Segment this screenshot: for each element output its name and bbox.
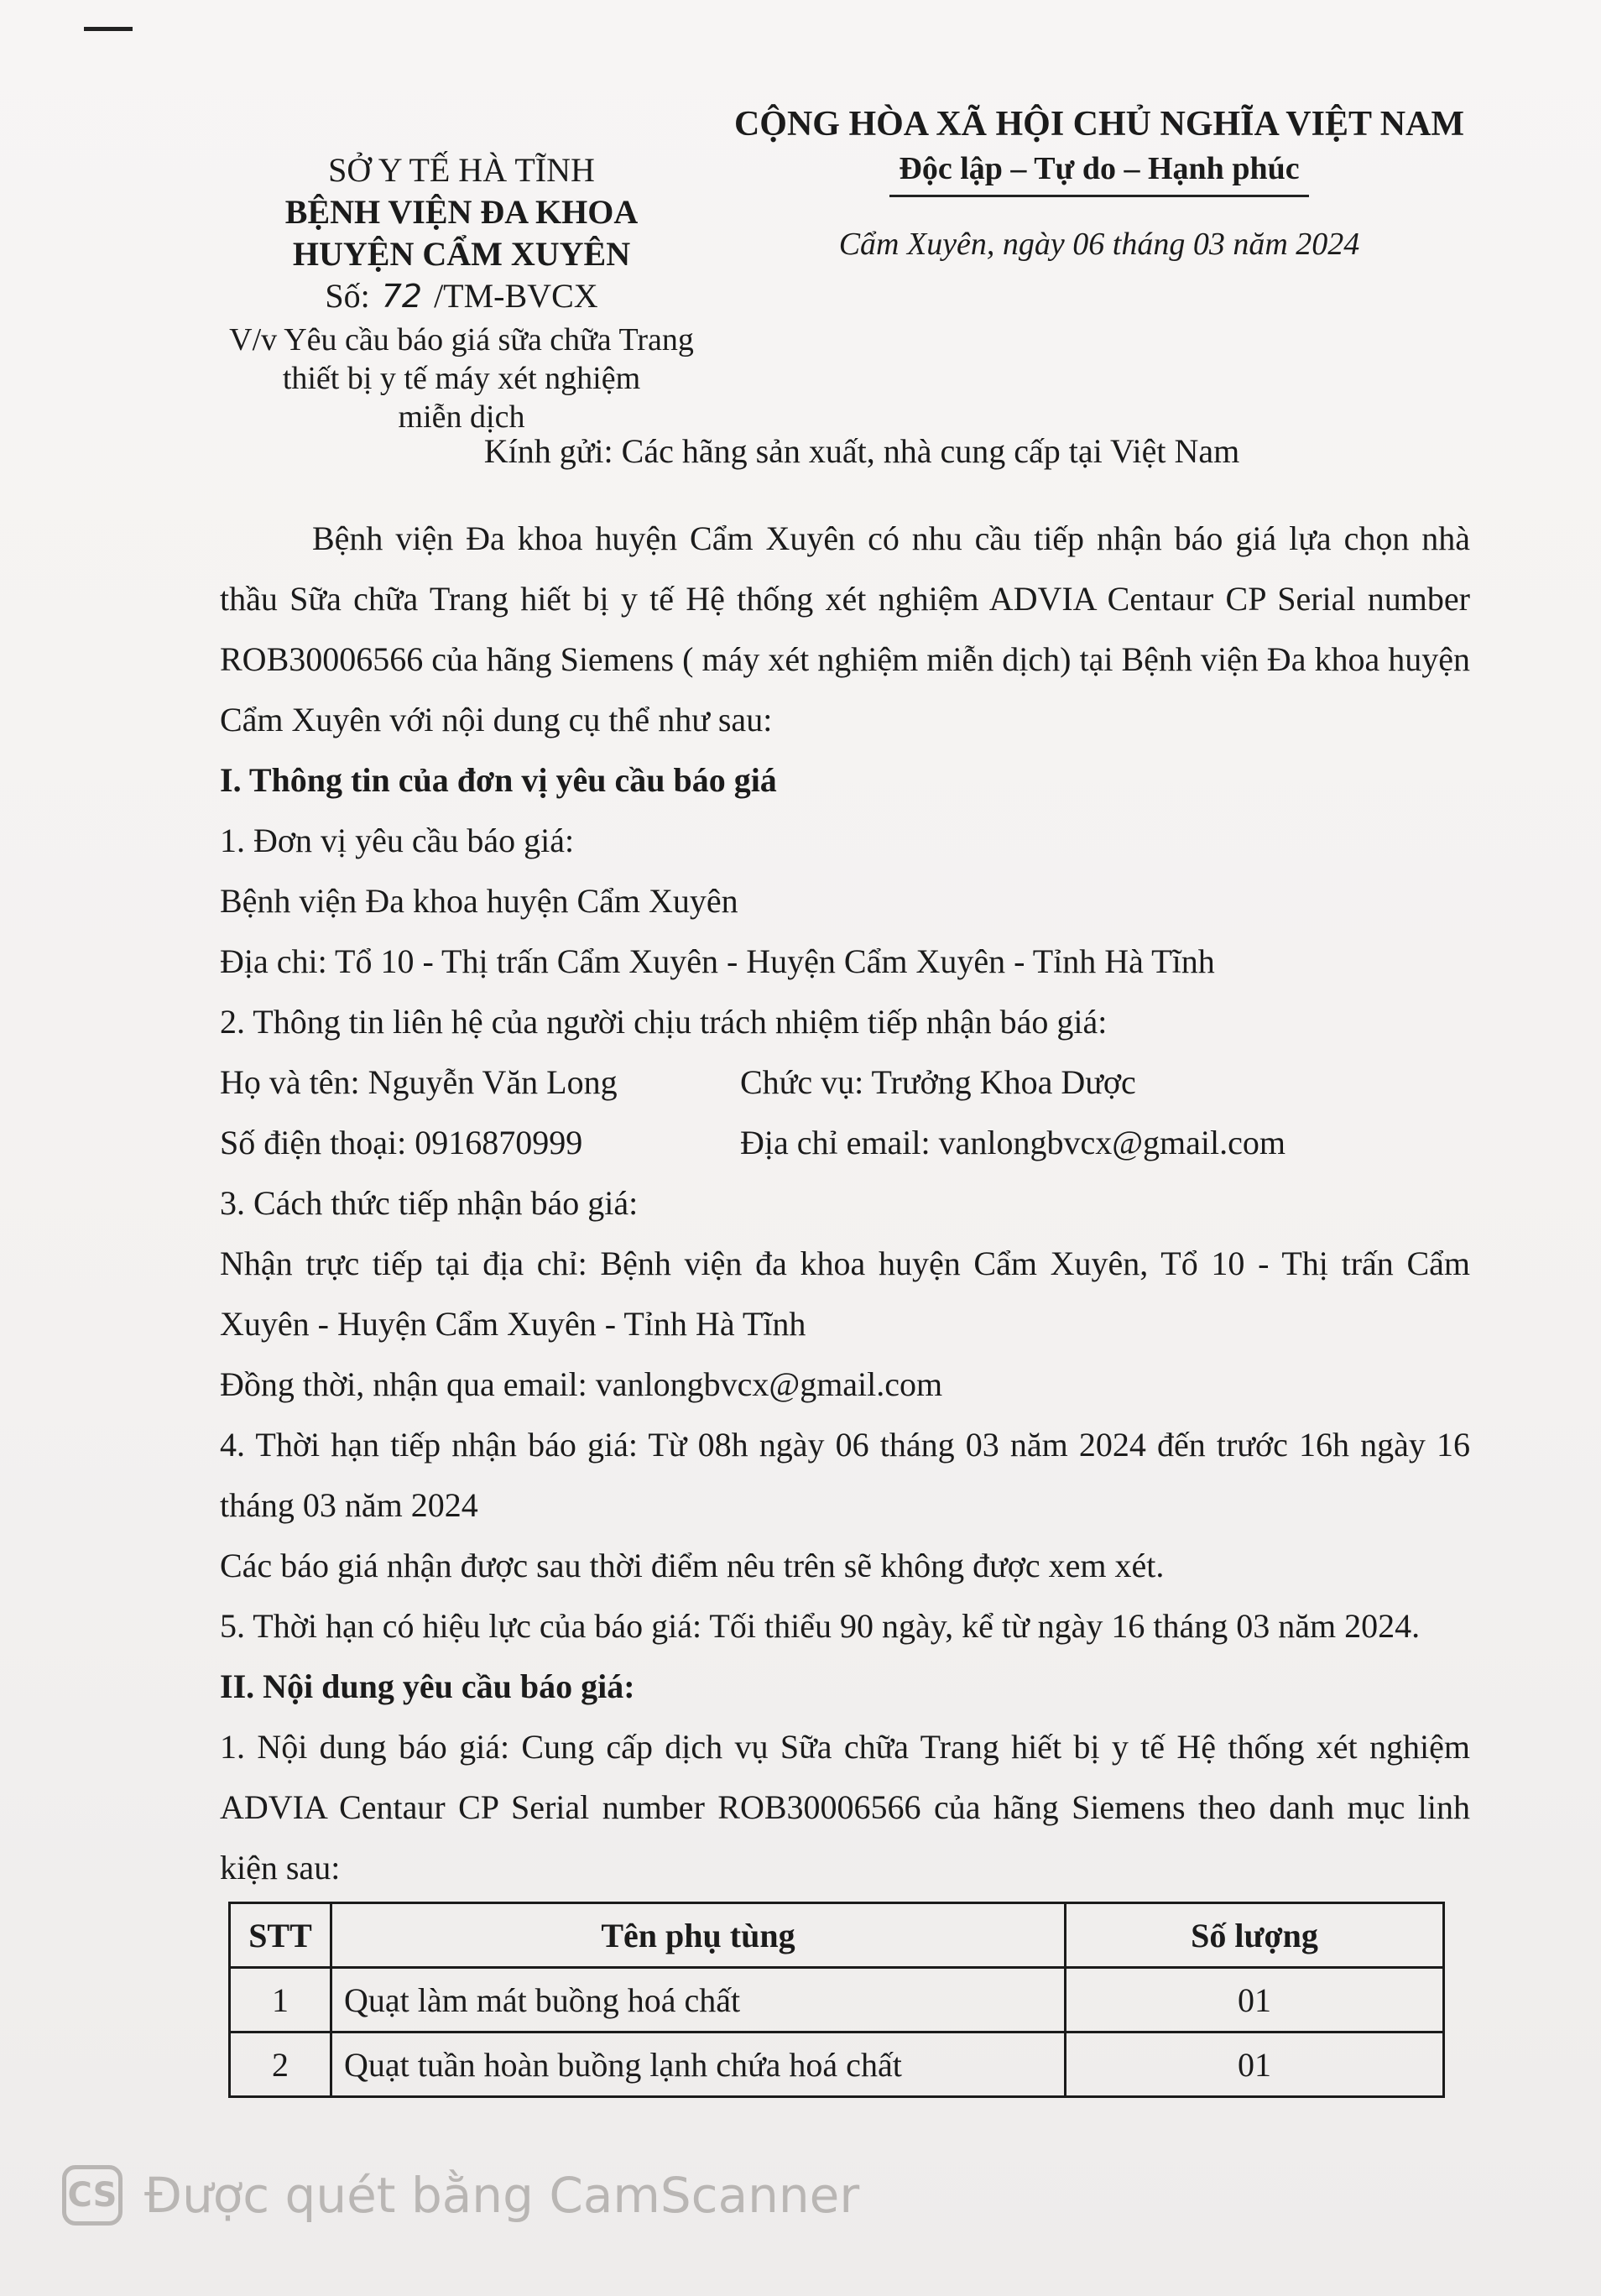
- document-number: [210, 275, 713, 317]
- contact-phone-row: [220, 1113, 1470, 1173]
- item-1-3: 3. Cách thức tiếp nhận báo giá:: [220, 1184, 639, 1222]
- receive-direct: Nhận trực tiếp tại địa chỉ: Bệnh viện đa khoa huyện Cẩm Xuyên, Tổ 10 - Thị trấn Cẩm Xuyên - Huyện Cẩm Xuyên - Tỉnh Hà Tĩnh: [220, 1245, 1470, 1343]
- camscanner-watermark: [62, 2165, 859, 2226]
- scan-edge-mark: [84, 27, 133, 31]
- document-body: [220, 428, 1470, 2098]
- district-name: HUYỆN CẨM XUYÊN: [292, 235, 631, 273]
- header-stt: STT: [230, 1903, 331, 1968]
- national-header: [722, 101, 1477, 263]
- camscanner-logo-icon: CS: [62, 2165, 123, 2226]
- receive-email: Đồng thời, nhận qua email: vanlongbvcx@gmail.com: [220, 1365, 943, 1403]
- hospital-name: BỆNH VIỆN ĐA KHOA: [284, 193, 639, 231]
- contact-name-row: [220, 1052, 1470, 1113]
- item-1-4: 4. Thời hạn tiếp nhận báo giá: Từ 08h ngày 06 tháng 03 năm 2024 đến trước 16h ngày 16 tháng 03 năm 2024: [220, 1426, 1470, 1524]
- recipient-line: Kính gửi: Các hãng sản xuất, nhà cung cấp tại Việt Nam: [483, 432, 1240, 470]
- intro-paragraph: Bệnh viện Đa khoa huyện Cẩm Xuyên có nhu cầu tiếp nhận báo giá lựa chọn nhà thầu Sữa chữa Trang hiết bị y tế Hệ thống xét nghiệm ADVIA Centaur CP Serial number ROB30006566 của hãng Siemens ( máy xét nghiệm miễn dịch) tại Bệnh viện Đa khoa huyện Cẩm Xuyên với nội dung cụ thể như sau:: [220, 519, 1470, 738]
- requesting-unit-name: Bệnh viện Đa khoa huyện Cẩm Xuyên: [220, 882, 738, 920]
- requesting-unit-address: Địa chi: Tổ 10 - Thị trấn Cẩm Xuyên - Huyện Cẩm Xuyên - Tỉnh Hà Tĩnh: [220, 942, 1215, 980]
- department-name: SỞ Y TẾ HÀ TĨNH: [328, 151, 595, 189]
- document-number-suffix: /TM-BVCX: [434, 277, 598, 315]
- table-row: [230, 2032, 1444, 2097]
- watermark-text: Được quét bằng CamScanner: [144, 2167, 860, 2224]
- national-title: CỘNG HÒA XÃ HỘI CHỦ NGHĨA VIỆT NAM: [733, 105, 1465, 144]
- issuer-block: [210, 149, 713, 436]
- motto-underline: [889, 195, 1309, 197]
- document-date: Cẩm Xuyên, ngày 06 tháng 03 năm 2024: [838, 227, 1360, 262]
- row-quantity: 01: [1066, 1968, 1444, 2032]
- subject-line-2: thiết bị y tế máy xét nghiệm: [282, 361, 641, 396]
- row-stt: 2: [230, 2032, 331, 2097]
- subject-line-3: miễn dịch: [398, 399, 525, 435]
- item-1-1: 1. Đơn vị yêu cầu báo giá:: [220, 822, 575, 859]
- row-stt: 1: [230, 1968, 331, 2032]
- item-1-5: 5. Thời hạn có hiệu lực của báo giá: Tối thiểu 90 ngày, kể từ ngày 16 tháng 03 năm 2024.: [220, 1607, 1421, 1645]
- contact-email: Địa chỉ email: vanlongbvcx@gmail.com: [740, 1124, 1285, 1161]
- parts-table: [228, 1902, 1445, 2098]
- item-2-1: 1. Nội dung báo giá: Cung cấp dịch vụ Sữa chữa Trang hiết bị y tế Hệ thống xét nghiệm ADVIA Centaur CP Serial number ROB30006566 của hãng Siemens theo danh mục linh kiện sau:: [220, 1728, 1470, 1886]
- document-number-handwritten: 72: [381, 278, 423, 315]
- row-part-name: Quạt làm mát buồng hoá chất: [331, 1968, 1066, 2032]
- header-part-name: Tên phụ tùng: [331, 1903, 1066, 1968]
- contact-role: Chức vụ: Trưởng Khoa Dược: [740, 1063, 1136, 1101]
- document-number-prefix: Số:: [325, 277, 370, 315]
- section-2-heading: II. Nội dung yêu cầu báo giá:: [220, 1667, 635, 1705]
- section-1-heading: I. Thông tin của đơn vị yêu cầu báo giá: [220, 761, 777, 799]
- row-quantity: 01: [1066, 2032, 1444, 2097]
- contact-phone: Số điện thoại: 0916870999: [220, 1124, 583, 1161]
- item-1-2: 2. Thông tin liên hệ của người chịu trách nhiệm tiếp nhận báo giá:: [220, 1003, 1108, 1041]
- document-subject: [210, 321, 713, 436]
- subject-line-1: V/v Yêu cầu báo giá sữa chữa Trang: [229, 322, 694, 357]
- deadline-note: Các báo giá nhận được sau thời điểm nêu trên sẽ không được xem xét.: [220, 1547, 1165, 1584]
- national-motto: Độc lập – Tự do – Hạnh phúc: [899, 151, 1300, 186]
- table-header-row: [230, 1903, 1444, 1968]
- contact-name: Họ và tên: Nguyễn Văn Long: [220, 1063, 618, 1101]
- table-row: [230, 1968, 1444, 2032]
- row-part-name: Quạt tuần hoàn buồng lạnh chứa hoá chất: [331, 2032, 1066, 2097]
- header-quantity: Số lượng: [1066, 1903, 1444, 1968]
